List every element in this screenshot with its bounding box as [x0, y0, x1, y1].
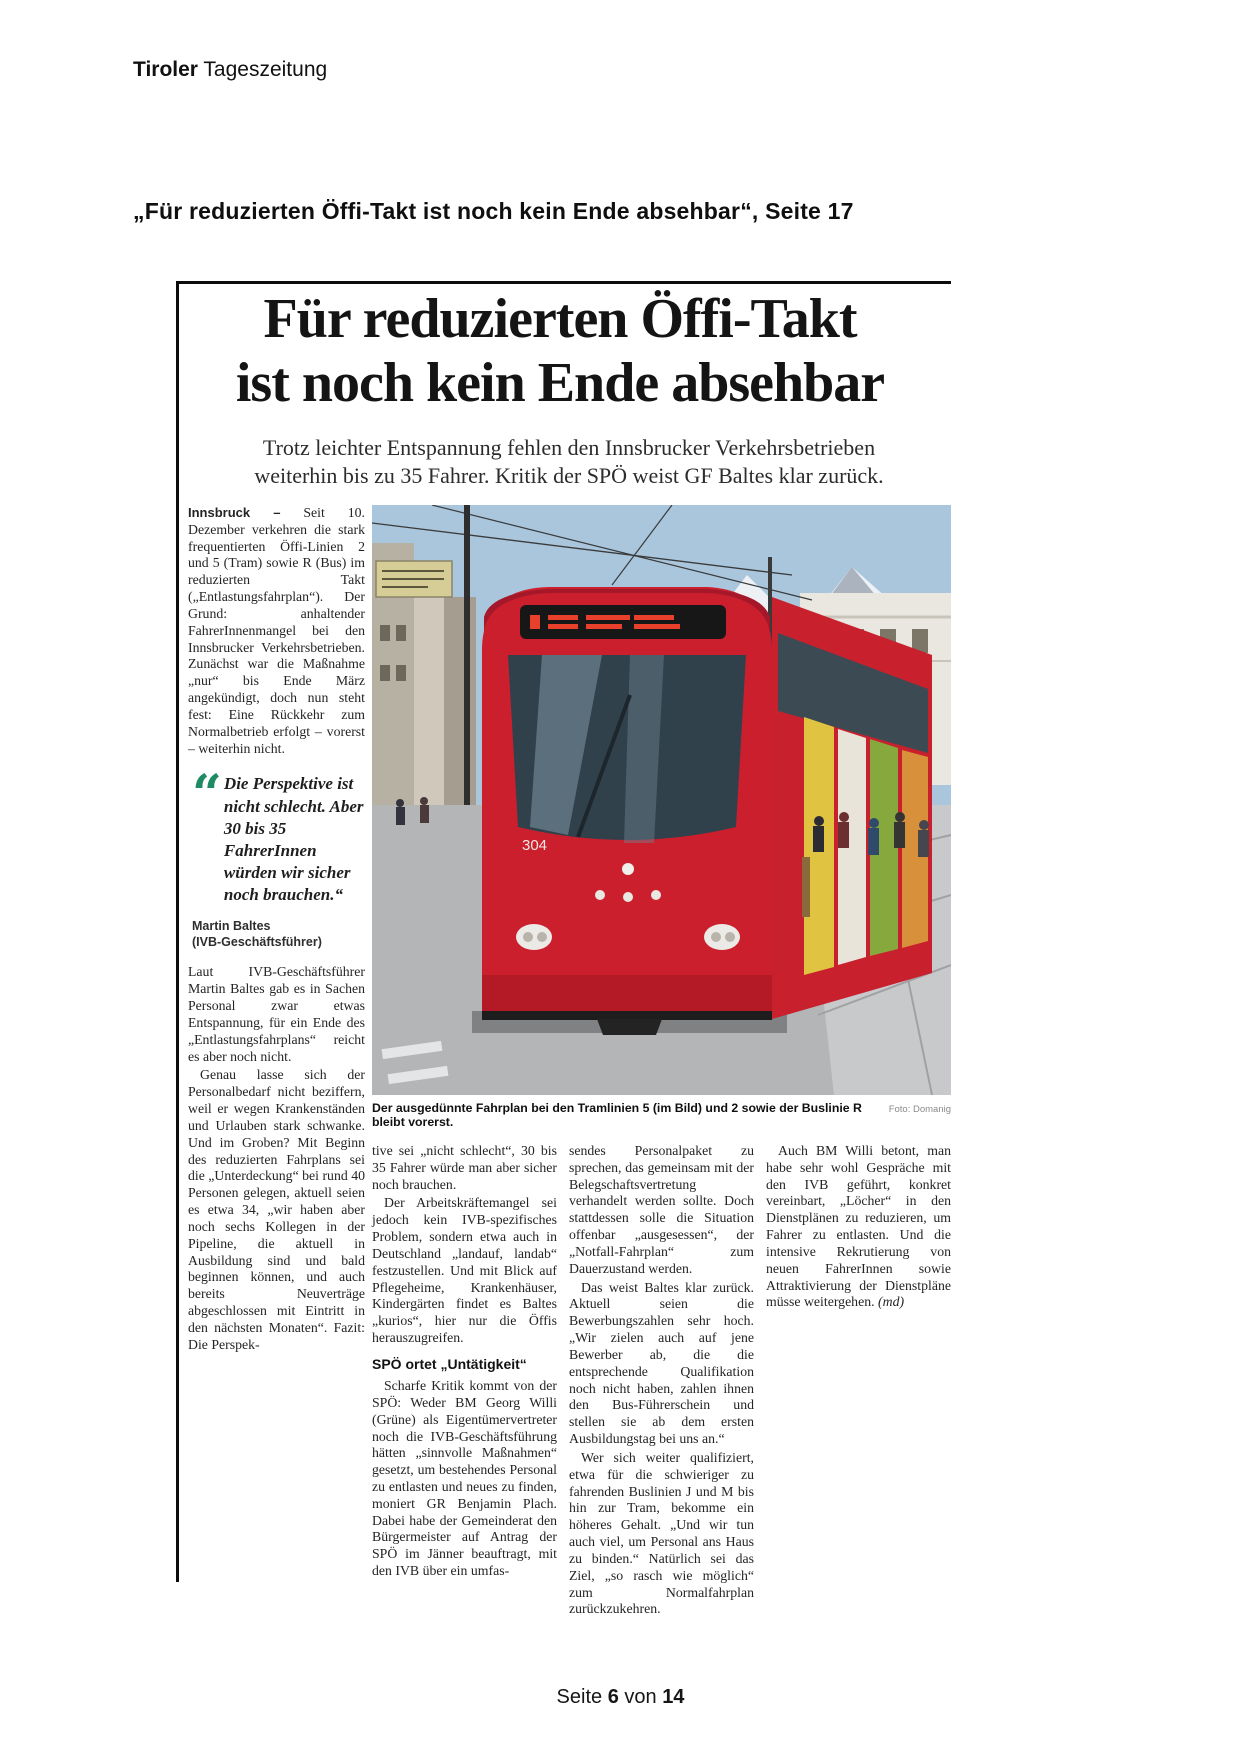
- author-sig: (md): [878, 1294, 905, 1310]
- newspaper-clipping: [176, 281, 951, 1617]
- photo-credit: Foto: Domanig: [888, 1104, 951, 1115]
- page-number-prefix: Seite: [556, 1686, 608, 1708]
- tram-number: 304: [522, 837, 548, 854]
- masthead: [133, 58, 327, 82]
- article-headline-line1: Für reduzierten Öffi-Takt: [263, 288, 857, 350]
- paragraph: Scharfe Kritik kommt von der SPÖ: Weder BM Georg Willi (Grüne) als Eigentümervertreter noch die IVB-Geschäftsführung hätten „sinnvolle Maßnahmen“ gesetzt, um bestehendes Personal zu entlasten und neues zu finden, moniert GR Benjamin Plach. Dabei habe der Gemeinderat den Bürgermeister auf Antrag der SPÖ im Jänner beauftragt, mit den IVB über ein umfas-: [372, 1378, 557, 1579]
- quote-author-role: (IVB-Geschäftsführer): [192, 935, 322, 950]
- reference-headline: „Für reduzierten Öffi-Takt ist noch kein Ende absehbar“, Seite 17: [133, 198, 854, 224]
- article-headline-line2: ist noch kein Ende absehbar: [235, 351, 885, 414]
- paragraph: Laut IVB-Geschäftsführer Martin Baltes gab es in Sachen Personal zwar etwas Entspannung, für ein Ende des „Entlastungsfahrplans“ reicht es aber noch nicht.: [188, 964, 365, 1064]
- page-number-total: 14: [662, 1686, 685, 1708]
- article-lower-columns: [372, 1143, 951, 1620]
- section-subhead: SPÖ ortet „Untätigkeit“: [372, 1355, 527, 1372]
- quote-icon: “: [192, 764, 218, 826]
- article-column-3: [569, 1143, 754, 1620]
- photo-caption-row: [372, 1101, 951, 1129]
- dateline: Innsbruck –: [188, 505, 281, 520]
- page-number-current: 6: [607, 1686, 619, 1708]
- article-column-1: [188, 505, 365, 1356]
- pull-quote-attribution: [192, 918, 365, 951]
- photo-caption: Der ausgedünnte Fahrplan bei den Tramlinien 5 (im Bild) und 2 sowie der Buslinie R bleibt vorerst.: [372, 1101, 862, 1129]
- masthead-brand-rest: Tageszeitung: [197, 58, 328, 81]
- pull-quote-text: Die Perspektive ist nicht schlecht. Aber 30 bis 35 FahrerInnen würden wir sicher noch brauchen.“: [223, 774, 364, 904]
- page-number-middle: von: [618, 1686, 663, 1708]
- paragraph: Wer sich weiter qualifiziert, etwa für die schwieriger zu fahrenden Buslinien J und M bis hin zur Tram, bekomme ein höheres Gehalt. „Und wir tun auch viel, um Personal ans Haus zu binden.“ Natürlich sei das Ziel, „so rasch wie möglich“ zum Normalfahrplan zurückzukehren.: [569, 1449, 754, 1617]
- article-photo-block: [372, 505, 951, 1620]
- paragraph-text: Auch BM Willi betont, man habe sehr wohl Gespräche mit den IVB geführt, konkret vereinbart, „Löcher“ in den Dienstplänen zu reduzieren, um Fahrer zu entlasten. Und die intensive Rekrutierung von neuen FahrerInnen sowie Attraktivierung der Dienstpläne müsse weitergehen.: [766, 1143, 951, 1310]
- pull-quote: [192, 764, 365, 950]
- paragraph: sendes Personalpaket zu sprechen, das gemeinsam mit der Belegschaftsvertretung verhandelt werden sollte. Doch stattdessen solle die Situation offenbar „ausgesessen“, der „Notfall-Fahrplan“ zum Dauerzustand werden.: [569, 1143, 754, 1276]
- article-subheadline: Trotz leichter Entspannung fehlen den Innsbrucker Verkehrsbetrieben weiterhin bis zu 35 Fahrer. Kritik der SPÖ weist GF Baltes klar zurück.: [254, 435, 884, 489]
- quote-author: Martin Baltes: [192, 918, 271, 933]
- page-number: [0, 1686, 1241, 1709]
- paragraph: [766, 1143, 951, 1311]
- article-column-4: [766, 1143, 951, 1620]
- tram-photo-illustration: [372, 505, 951, 1095]
- paragraph: Der Arbeitskräftemangel sei jedoch kein IVB-spezifisches Problem, sondern etwa auch in Deutschland „landauf, landab“ festzustellen. Und mit Blick auf Pflegeheime, Krankenhäuser, Kindergärten findet es Baltes „kurios“, hier nur die Öffis herauszugreifen.: [372, 1195, 557, 1346]
- paragraph: tive sei „nicht schlecht“, 30 bis 35 Fahrer würde man aber sicher noch brauchen.: [372, 1143, 557, 1192]
- article-headline: [179, 288, 941, 416]
- paragraph: Genau lasse sich der Personalbedarf nicht beziffern, weil er wegen Krankenständen und Urlauben stark schwanke. Und im Groben? Mit Beginn des reduzierten Fahrplans sei die „Unterdeckung“ bei rund 40 Personen gelegen, aktuell seien es etwa 34, „wir haben aber noch sechs Kollegen in der Pipeline, die aktuell in Ausbildung sind und bald beginnen können, und auch bereits Neuverträge abgeschlossen mit Eintritt in den nächsten Monaten“. Fazit: Die Perspek-: [188, 1067, 365, 1352]
- article-column-2: [372, 1143, 557, 1620]
- paragraph: Das weist Baltes klar zurück. Aktuell seien die Bewerbungszahlen sehr hoch. „Wir zielen auch auf jene Bewerber ab, die die entsprechende Qualifikation noch nicht haben, zahlen ihnen den Bus-Führerschein und stellen sie ab dem ersten Ausbildungstag bei uns an.“: [569, 1279, 754, 1447]
- paragraph: [188, 505, 365, 757]
- tram-photo: [372, 505, 951, 1095]
- masthead-brand-bold: Tiroler: [133, 58, 198, 81]
- paragraph-text: Seit 10. Dezember verkehren die stark frequentierten Öffi-Linien 2 und 5 (Tram) sowie R (Bus) im reduzierten Takt („Entlastungsfahrplan“). Der Grund: anhaltender FahrerInnenmangel bei den Innsbrucker Verkehrsbetrieben. Zunächst war die Maßnahme „nur“ bis Ende März angekündigt, doch nun steht fest: Eine Rückkehr zum Normalbetrieb erfolgt – vorerst – weiterhin nicht.: [188, 505, 366, 756]
